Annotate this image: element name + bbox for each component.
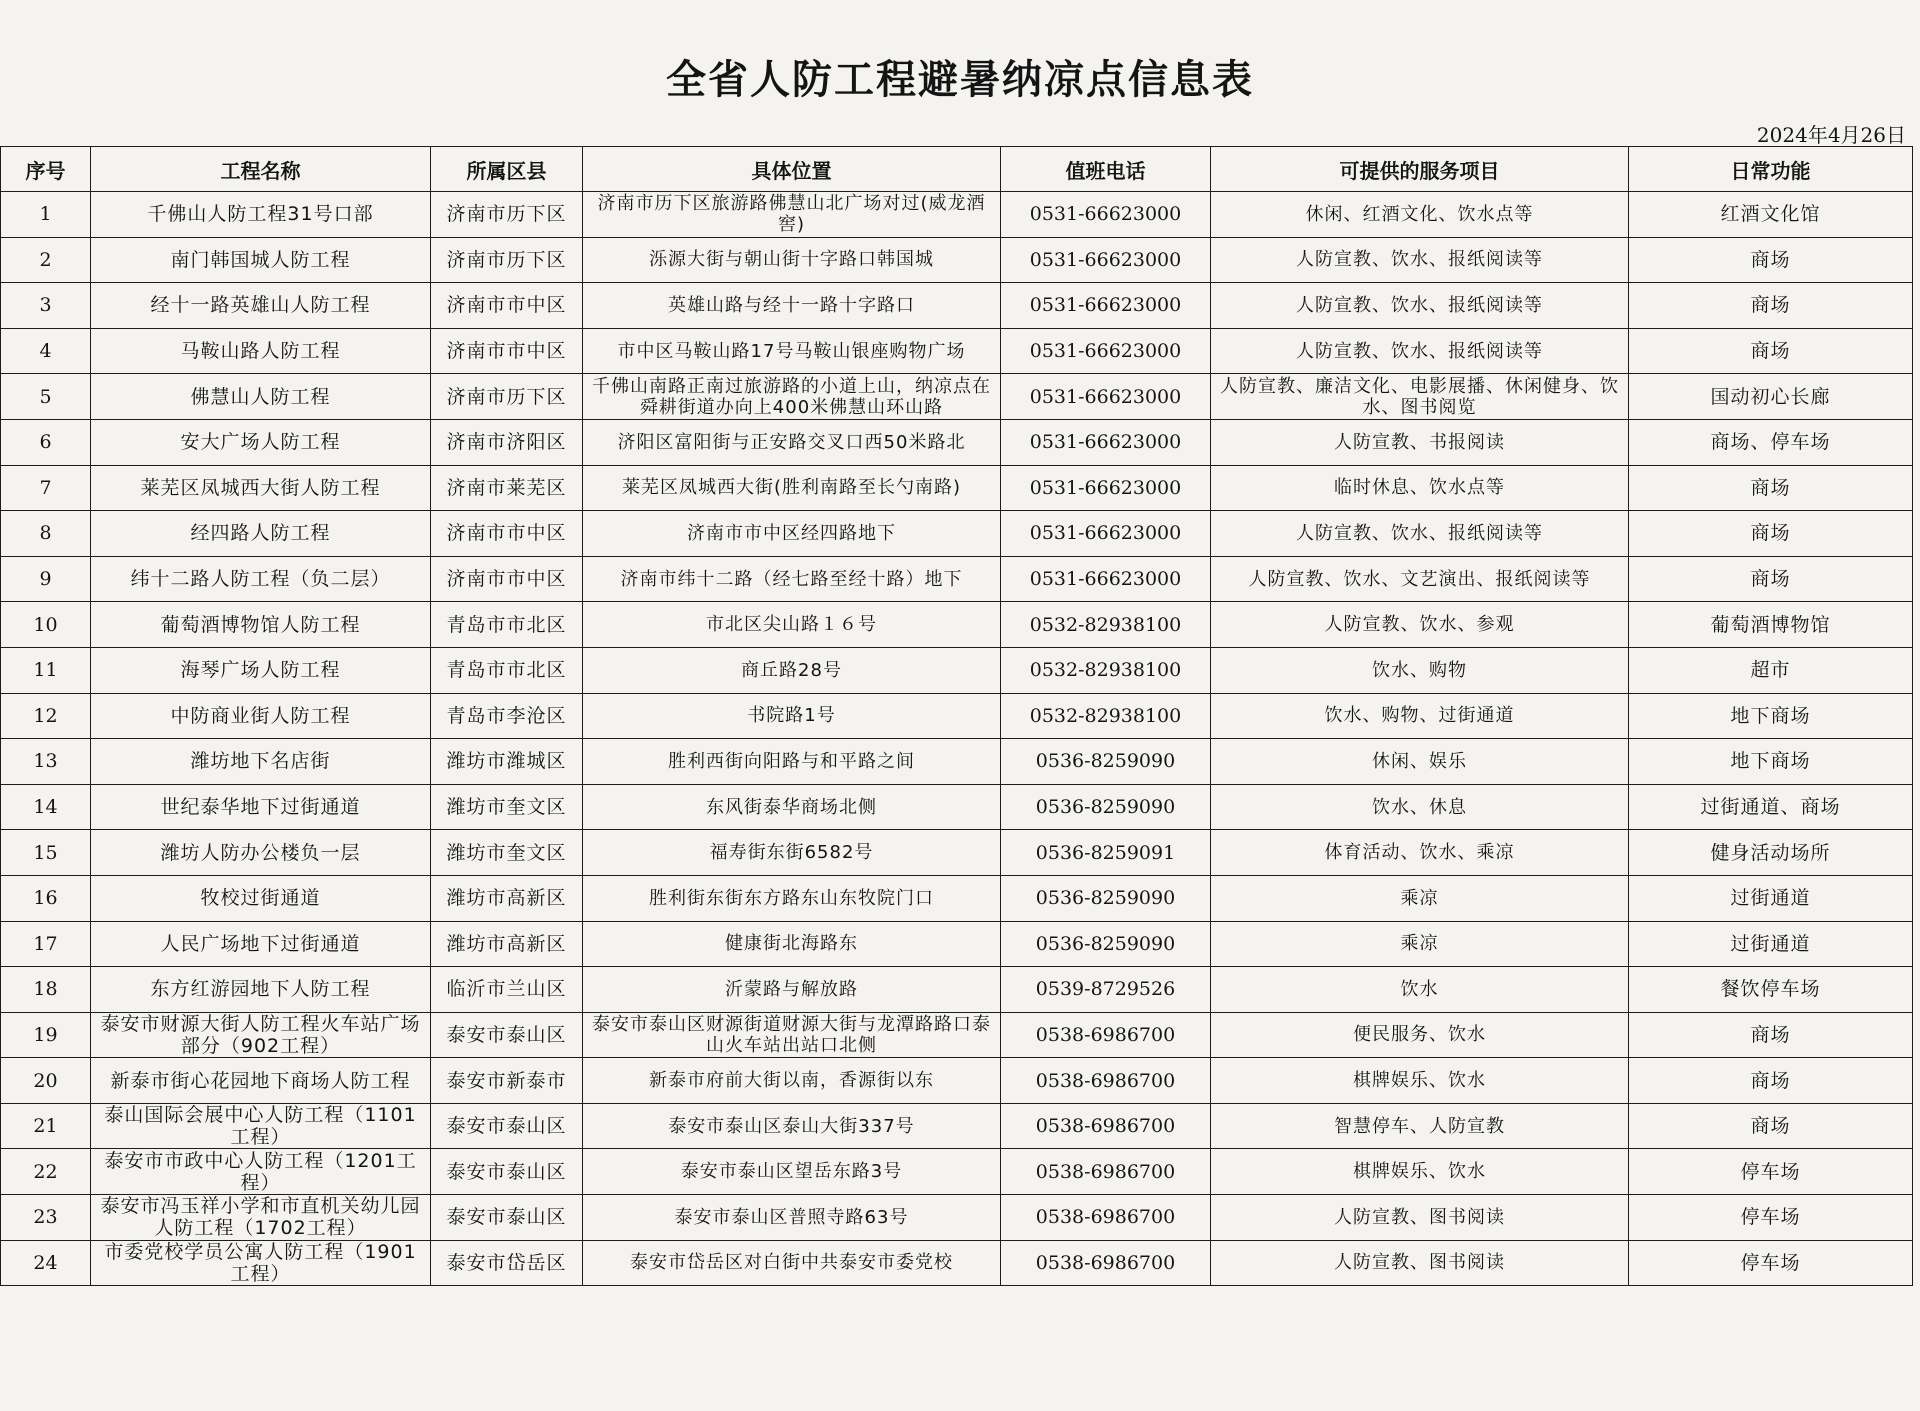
cell-phone: 0531-66623000 <box>1001 192 1211 238</box>
cell-daily-function: 地下商场 <box>1629 693 1913 739</box>
cell-daily-function: 商场 <box>1629 237 1913 283</box>
cell-location: 济南市市中区经四路地下 <box>583 511 1001 557</box>
cell-index: 12 <box>1 693 91 739</box>
cell-phone: 0538-6986700 <box>1001 1012 1211 1058</box>
table-row <box>1 1195 1913 1241</box>
table-row <box>1 328 1913 374</box>
cell-services: 便民服务、饮水 <box>1211 1012 1629 1058</box>
cell-index: 16 <box>1 875 91 921</box>
cell-daily-function: 地下商场 <box>1629 739 1913 785</box>
cell-project-name: 世纪泰华地下过街通道 <box>91 784 431 830</box>
cell-daily-function: 红酒文化馆 <box>1629 192 1913 238</box>
table-row <box>1 237 1913 283</box>
cell-daily-function: 商场 <box>1629 1103 1913 1149</box>
cell-daily-function: 葡萄酒博物馆 <box>1629 602 1913 648</box>
cell-daily-function: 商场 <box>1629 283 1913 329</box>
cell-services: 人防宣教、饮水、报纸阅读等 <box>1211 511 1629 557</box>
cell-daily-function: 商场 <box>1629 465 1913 511</box>
header-daily-function: 日常功能 <box>1629 147 1913 192</box>
cell-services: 人防宣教、饮水、文艺演出、报纸阅读等 <box>1211 556 1629 602</box>
cell-project-name: 经十一路英雄山人防工程 <box>91 283 431 329</box>
cell-services: 棋牌娱乐、饮水 <box>1211 1058 1629 1104</box>
cell-phone: 0532-82938100 <box>1001 602 1211 648</box>
header-district: 所属区县 <box>431 147 583 192</box>
cell-project-name: 经四路人防工程 <box>91 511 431 557</box>
cell-services: 休闲、红酒文化、饮水点等 <box>1211 192 1629 238</box>
cell-services: 乘凉 <box>1211 921 1629 967</box>
header-project-name: 工程名称 <box>91 147 431 192</box>
cell-daily-function: 健身活动场所 <box>1629 830 1913 876</box>
cell-district: 泰安市泰山区 <box>431 1195 583 1241</box>
cell-district: 潍坊市奎文区 <box>431 784 583 830</box>
cell-district: 潍坊市高新区 <box>431 875 583 921</box>
cell-index: 20 <box>1 1058 91 1104</box>
table-row <box>1 875 1913 921</box>
cell-daily-function: 过街通道 <box>1629 875 1913 921</box>
cell-project-name: 泰安市财源大街人防工程火车站广场部分（902工程） <box>91 1012 431 1058</box>
cell-daily-function: 商场 <box>1629 511 1913 557</box>
cell-daily-function: 国动初心长廊 <box>1629 374 1913 420</box>
table-row <box>1 784 1913 830</box>
cell-location: 商丘路28号 <box>583 647 1001 693</box>
cell-district: 临沂市兰山区 <box>431 967 583 1013</box>
cell-daily-function: 商场 <box>1629 1012 1913 1058</box>
cell-district: 泰安市新泰市 <box>431 1058 583 1104</box>
cell-project-name: 人民广场地下过街通道 <box>91 921 431 967</box>
cell-services: 饮水、购物 <box>1211 647 1629 693</box>
cell-phone: 0536-8259090 <box>1001 739 1211 785</box>
cell-index: 13 <box>1 739 91 785</box>
table-header-row <box>1 147 1913 192</box>
cell-index: 24 <box>1 1240 91 1286</box>
cell-index: 14 <box>1 784 91 830</box>
cell-location: 胜利西街向阳路与和平路之间 <box>583 739 1001 785</box>
cell-daily-function: 过街通道、商场 <box>1629 784 1913 830</box>
cell-district: 济南市市中区 <box>431 328 583 374</box>
table-row <box>1 511 1913 557</box>
cell-index: 22 <box>1 1149 91 1195</box>
cell-index: 10 <box>1 602 91 648</box>
cell-phone: 0531-66623000 <box>1001 511 1211 557</box>
cell-phone: 0538-6986700 <box>1001 1149 1211 1195</box>
cell-district: 济南市莱芜区 <box>431 465 583 511</box>
cell-project-name: 东方红游园地下人防工程 <box>91 967 431 1013</box>
cell-index: 3 <box>1 283 91 329</box>
cell-location: 市中区马鞍山路17号马鞍山银座购物广场 <box>583 328 1001 374</box>
table-row <box>1 693 1913 739</box>
table-row <box>1 465 1913 511</box>
cell-services: 休闲、娱乐 <box>1211 739 1629 785</box>
table-row <box>1 283 1913 329</box>
cell-district: 泰安市泰山区 <box>431 1149 583 1195</box>
cell-services: 体育活动、饮水、乘凉 <box>1211 830 1629 876</box>
cell-index: 6 <box>1 419 91 465</box>
cell-project-name: 纬十二路人防工程（负二层） <box>91 556 431 602</box>
cell-district: 济南市济阳区 <box>431 419 583 465</box>
cell-district: 泰安市岱岳区 <box>431 1240 583 1286</box>
cell-project-name: 海琴广场人防工程 <box>91 647 431 693</box>
table-row <box>1 921 1913 967</box>
cell-location: 泰安市岱岳区对白街中共泰安市委党校 <box>583 1240 1001 1286</box>
cell-project-name: 新泰市街心花园地下商场人防工程 <box>91 1058 431 1104</box>
cell-services: 人防宣教、饮水、参观 <box>1211 602 1629 648</box>
cell-location: 泰安市泰山区普照寺路63号 <box>583 1195 1001 1241</box>
cell-location: 泰安市泰山区望岳东路3号 <box>583 1149 1001 1195</box>
table-row <box>1 647 1913 693</box>
cell-location: 莱芜区凤城西大街(胜利南路至长勺南路) <box>583 465 1001 511</box>
cell-services: 人防宣教、饮水、报纸阅读等 <box>1211 283 1629 329</box>
cell-location: 千佛山南路正南过旅游路的小道上山，纳凉点在舜耕街道办向上400米佛慧山环山路 <box>583 374 1001 420</box>
cell-index: 17 <box>1 921 91 967</box>
table-row <box>1 830 1913 876</box>
cell-services: 人防宣教、饮水、报纸阅读等 <box>1211 328 1629 374</box>
document-date: 2024年4月26日 <box>1756 123 1906 147</box>
cell-index: 4 <box>1 328 91 374</box>
cell-project-name: 泰安市市政中心人防工程（1201工程） <box>91 1149 431 1195</box>
table-row <box>1 374 1913 420</box>
cell-phone: 0531-66623000 <box>1001 374 1211 420</box>
cell-location: 济阳区富阳街与正安路交叉口西50米路北 <box>583 419 1001 465</box>
cell-project-name: 市委党校学员公寓人防工程（1901工程） <box>91 1240 431 1286</box>
cell-services: 棋牌娱乐、饮水 <box>1211 1149 1629 1195</box>
cell-location: 胜利街东街东方路东山东牧院门口 <box>583 875 1001 921</box>
cell-phone: 0536-8259090 <box>1001 784 1211 830</box>
cell-phone: 0536-8259090 <box>1001 921 1211 967</box>
cell-index: 23 <box>1 1195 91 1241</box>
cell-project-name: 安大广场人防工程 <box>91 419 431 465</box>
cell-project-name: 泰山国际会展中心人防工程（1101工程） <box>91 1103 431 1149</box>
cell-project-name: 千佛山人防工程31号口部 <box>91 192 431 238</box>
cell-district: 潍坊市高新区 <box>431 921 583 967</box>
cell-phone: 0531-66623000 <box>1001 419 1211 465</box>
cell-index: 2 <box>1 237 91 283</box>
cell-phone: 0531-66623000 <box>1001 465 1211 511</box>
cell-daily-function: 商场 <box>1629 556 1913 602</box>
cell-location: 泺源大街与朝山街十字路口韩国城 <box>583 237 1001 283</box>
cell-index: 8 <box>1 511 91 557</box>
cell-project-name: 葡萄酒博物馆人防工程 <box>91 602 431 648</box>
cell-daily-function: 过街通道 <box>1629 921 1913 967</box>
cell-location: 泰安市泰山区财源街道财源大街与龙潭路路口泰山火车站出站口北侧 <box>583 1012 1001 1058</box>
cell-project-name: 佛慧山人防工程 <box>91 374 431 420</box>
cell-location: 英雄山路与经十一路十字路口 <box>583 283 1001 329</box>
info-table <box>0 146 1913 1286</box>
cell-phone: 0531-66623000 <box>1001 328 1211 374</box>
cell-phone: 0531-66623000 <box>1001 237 1211 283</box>
cell-project-name: 马鞍山路人防工程 <box>91 328 431 374</box>
cell-location: 济南市历下区旅游路佛慧山北广场对过(威龙酒窖) <box>583 192 1001 238</box>
cell-services: 乘凉 <box>1211 875 1629 921</box>
cell-index: 5 <box>1 374 91 420</box>
header-services: 可提供的服务项目 <box>1211 147 1629 192</box>
cell-district: 青岛市市北区 <box>431 647 583 693</box>
cell-services: 饮水、购物、过街通道 <box>1211 693 1629 739</box>
cell-project-name: 牧校过街通道 <box>91 875 431 921</box>
table-row <box>1 1103 1913 1149</box>
cell-daily-function: 超市 <box>1629 647 1913 693</box>
cell-index: 21 <box>1 1103 91 1149</box>
cell-project-name: 潍坊人防办公楼负一层 <box>91 830 431 876</box>
cell-phone: 0536-8259090 <box>1001 875 1211 921</box>
cell-location: 东风街泰华商场北侧 <box>583 784 1001 830</box>
cell-project-name: 泰安市冯玉祥小学和市直机关幼儿园人防工程（1702工程） <box>91 1195 431 1241</box>
cell-district: 青岛市李沧区 <box>431 693 583 739</box>
cell-index: 15 <box>1 830 91 876</box>
cell-project-name: 莱芜区凤城西大街人防工程 <box>91 465 431 511</box>
cell-services: 人防宣教、书报阅读 <box>1211 419 1629 465</box>
cell-phone: 0538-6986700 <box>1001 1195 1211 1241</box>
cell-location: 书院路1号 <box>583 693 1001 739</box>
cell-services: 饮水、休息 <box>1211 784 1629 830</box>
cell-location: 新泰市府前大街以南，香源街以东 <box>583 1058 1001 1104</box>
cell-services: 人防宣教、图书阅读 <box>1211 1195 1629 1241</box>
cell-index: 1 <box>1 192 91 238</box>
cell-services: 饮水 <box>1211 967 1629 1013</box>
cell-district: 潍坊市奎文区 <box>431 830 583 876</box>
table-row <box>1 602 1913 648</box>
cell-district: 济南市市中区 <box>431 511 583 557</box>
cell-project-name: 潍坊地下名店街 <box>91 739 431 785</box>
cell-project-name: 南门韩国城人防工程 <box>91 237 431 283</box>
cell-daily-function: 停车场 <box>1629 1240 1913 1286</box>
cell-daily-function: 商场 <box>1629 328 1913 374</box>
cell-daily-function: 商场、停车场 <box>1629 419 1913 465</box>
table-row <box>1 1240 1913 1286</box>
cell-daily-function: 餐饮停车场 <box>1629 967 1913 1013</box>
cell-index: 19 <box>1 1012 91 1058</box>
table-row <box>1 1058 1913 1104</box>
table-row <box>1 1149 1913 1195</box>
cell-location: 福寿街东街6582号 <box>583 830 1001 876</box>
cell-location: 沂蒙路与解放路 <box>583 967 1001 1013</box>
cell-district: 潍坊市潍城区 <box>431 739 583 785</box>
cell-index: 11 <box>1 647 91 693</box>
cell-phone: 0538-6986700 <box>1001 1058 1211 1104</box>
cell-location: 泰安市泰山区泰山大街337号 <box>583 1103 1001 1149</box>
cell-phone: 0538-6986700 <box>1001 1240 1211 1286</box>
cell-services: 人防宣教、饮水、报纸阅读等 <box>1211 237 1629 283</box>
cell-daily-function: 商场 <box>1629 1058 1913 1104</box>
table-row <box>1 739 1913 785</box>
cell-phone: 0531-66623000 <box>1001 283 1211 329</box>
cell-services: 临时休息、饮水点等 <box>1211 465 1629 511</box>
cell-district: 济南市历下区 <box>431 237 583 283</box>
header-index: 序号 <box>1 147 91 192</box>
cell-daily-function: 停车场 <box>1629 1149 1913 1195</box>
cell-phone: 0531-66623000 <box>1001 556 1211 602</box>
cell-phone: 0536-8259091 <box>1001 830 1211 876</box>
table-row <box>1 192 1913 238</box>
table-row <box>1 556 1913 602</box>
cell-phone: 0532-82938100 <box>1001 693 1211 739</box>
cell-district: 济南市历下区 <box>431 374 583 420</box>
cell-district: 济南市市中区 <box>431 556 583 602</box>
cell-district: 济南市历下区 <box>431 192 583 238</box>
header-location: 具体位置 <box>583 147 1001 192</box>
cell-phone: 0539-8729526 <box>1001 967 1211 1013</box>
cell-location: 市北区尖山路１６号 <box>583 602 1001 648</box>
table-row <box>1 967 1913 1013</box>
cell-index: 9 <box>1 556 91 602</box>
cell-index: 18 <box>1 967 91 1013</box>
cell-index: 7 <box>1 465 91 511</box>
cell-phone: 0538-6986700 <box>1001 1103 1211 1149</box>
cell-district: 泰安市泰山区 <box>431 1103 583 1149</box>
cell-location: 健康街北海路东 <box>583 921 1001 967</box>
cell-district: 济南市市中区 <box>431 283 583 329</box>
cell-location: 济南市纬十二路（经七路至经十路）地下 <box>583 556 1001 602</box>
cell-services: 智慧停车、人防宣教 <box>1211 1103 1629 1149</box>
table-row <box>1 1012 1913 1058</box>
cell-services: 人防宣教、图书阅读 <box>1211 1240 1629 1286</box>
table-row <box>1 419 1913 465</box>
page-title: 全省人防工程避暑纳凉点信息表 <box>666 57 1254 103</box>
cell-project-name: 中防商业街人防工程 <box>91 693 431 739</box>
cell-daily-function: 停车场 <box>1629 1195 1913 1241</box>
cell-phone: 0532-82938100 <box>1001 647 1211 693</box>
header-phone: 值班电话 <box>1001 147 1211 192</box>
cell-district: 泰安市泰山区 <box>431 1012 583 1058</box>
cell-district: 青岛市市北区 <box>431 602 583 648</box>
cell-services: 人防宣教、廉洁文化、电影展播、休闲健身、饮水、图书阅览 <box>1211 374 1629 420</box>
